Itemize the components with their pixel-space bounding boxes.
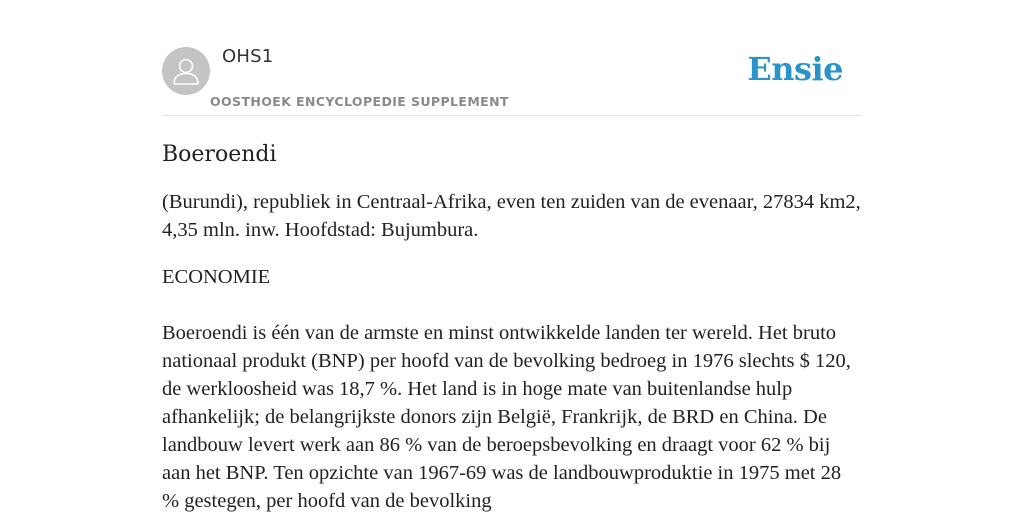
section-heading: ECONOMIE [162, 266, 271, 288]
article-lead: (Burundi), republiek in Centraal-Afrika, even ten zuiden van de evenaar, 27834 km2, 4,35 mln. inw. Hoofdstad: Bujumbura. [162, 191, 861, 241]
ensie-logo[interactable]: Ensie [747, 50, 843, 88]
article-header [162, 40, 862, 116]
publication-name[interactable]: OOSTHOEK ENCYCLOPEDIE SUPPLEMENT [210, 94, 509, 109]
user-icon [162, 47, 210, 95]
article-content [162, 138, 862, 512]
author-name[interactable]: OHS1 [222, 46, 274, 67]
article-title: Boeroendi [162, 142, 277, 167]
avatar[interactable] [162, 47, 210, 95]
article-body: Boeroendi is één van de armste en minst ontwikkelde landen ter wereld. Het bruto nationaal produkt (BNP) per hoofd van de bevolking bedroeg in 1976 slechts $ 120, de werkloosheid was 18,7 %. Het land is in hoge mate van buitenlandse hulp afhankelijk; de belangrijkste donors zijn België, Frankrijk, de BRD en China. De landbouw levert werk aan 86 % van de beroepsbevolking en draagt voor 62 % bij aan het BNP. Ten opzichte van 1967-69 was de landbouwproduktie in 1975 met 28 % gestegen, per hoofd van de bevolking [162, 322, 851, 512]
